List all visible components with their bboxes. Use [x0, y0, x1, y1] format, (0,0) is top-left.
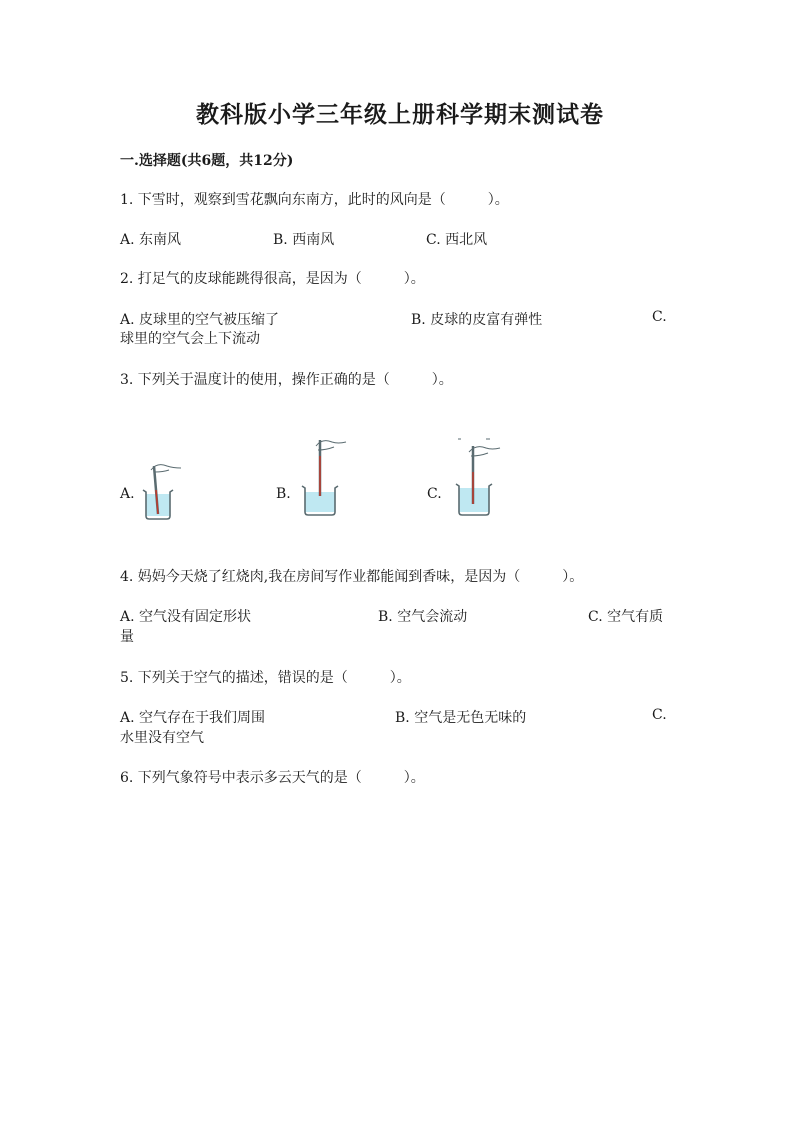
- question-1-option-b[interactable]: B. 西南风: [273, 232, 335, 248]
- question-2-option-a[interactable]: A. 皮球里的空气被压缩了: [120, 312, 280, 328]
- thermometer-b-icon[interactable]: [298, 436, 350, 518]
- question-4-stem: 4. 妈妈今天烧了红烧肉,我在房间写作业都能闻到香味，是因为（ ）。: [120, 569, 584, 585]
- question-5-stem: 5. 下列关于空气的描述，错误的是（ ）。: [120, 670, 411, 686]
- question-2-option-c[interactable]: C.: [652, 309, 667, 325]
- question-3-stem: 3. 下列关于温度计的使用，操作正确的是（ ）。: [120, 372, 453, 388]
- question-5-option-c-wrap[interactable]: 水里没有空气: [120, 730, 204, 746]
- thermometer-a-icon[interactable]: [137, 460, 187, 522]
- question-5-option-c[interactable]: C.: [652, 707, 667, 723]
- question-2-option-c-wrap[interactable]: 球里的空气会上下流动: [120, 331, 260, 347]
- question-5-option-a[interactable]: A. 空气存在于我们周围: [120, 710, 266, 726]
- section-heading: 一.选择题(共6题，共12分): [120, 153, 294, 169]
- question-2-option-b[interactable]: B. 皮球的皮富有弹性: [411, 312, 543, 328]
- question-3-option-b[interactable]: B.: [276, 486, 291, 502]
- question-1-option-c[interactable]: C. 西北风: [426, 232, 488, 248]
- page-title: 教科版小学三年级上册科学期末测试卷: [196, 101, 604, 128]
- question-3-option-a[interactable]: A.: [120, 486, 135, 502]
- question-1-option-a[interactable]: A. 东南风: [120, 232, 182, 248]
- question-5-option-b[interactable]: B. 空气是无色无味的: [395, 710, 527, 726]
- question-1-stem: 1. 下雪时，观察到雪花飘向东南方，此时的风向是（ ）。: [120, 192, 509, 208]
- thermometer-c-icon[interactable]: [452, 436, 504, 518]
- question-4-option-a[interactable]: A. 空气没有固定形状: [120, 609, 252, 625]
- question-4-option-c[interactable]: C. 空气有质: [588, 609, 664, 625]
- question-4-option-b[interactable]: B. 空气会流动: [378, 609, 468, 625]
- question-4-option-c-wrap[interactable]: 量: [120, 629, 134, 645]
- question-2-stem: 2. 打足气的皮球能跳得很高，是因为（ ）。: [120, 271, 425, 287]
- question-6-stem: 6. 下列气象符号中表示多云天气的是（ ）。: [120, 770, 425, 786]
- question-3-option-c[interactable]: C.: [427, 486, 442, 502]
